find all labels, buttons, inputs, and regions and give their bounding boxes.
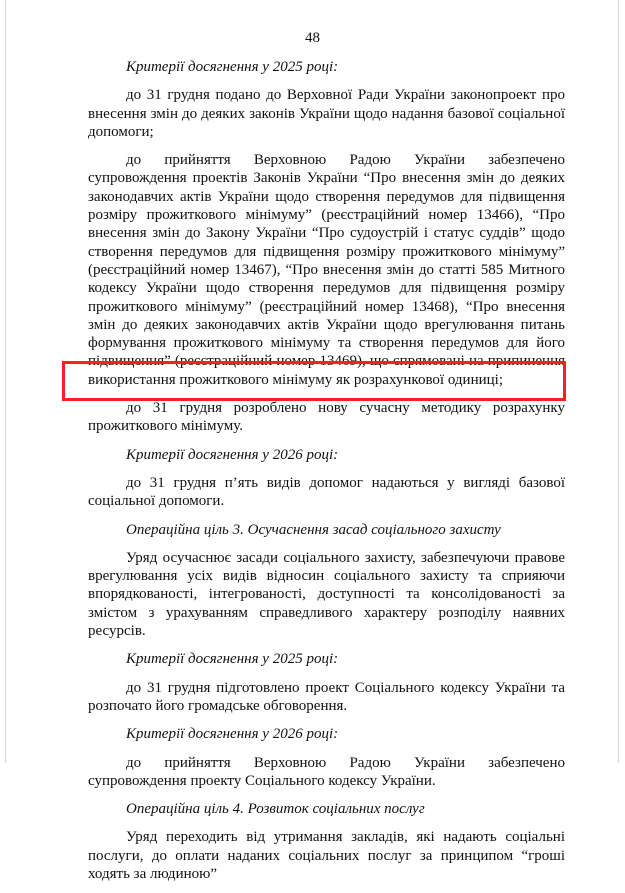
highlight-box bbox=[62, 361, 566, 401]
highlighted-paragraph: до 31 грудня розроблено нову сучасну методику розрахунку прожиткового мінімуму. bbox=[88, 400, 565, 435]
section-heading: Операційна ціль 3. Осучаснення засад соціального захисту bbox=[126, 521, 501, 538]
section-heading: Операційна ціль 4. Розвиток соціальних послуг bbox=[126, 801, 425, 818]
paragraph: до прийняття Верховною Радою України забезпечено супровождення проекту Соціального кодексу України. bbox=[88, 754, 565, 789]
paragraph: Уряд переходить від утримання закладів, які надають соціальні послуги, до оплати наданих соціальних послуг за принципом “гроші ходять за людиною” bbox=[88, 829, 565, 882]
page-edge-left bbox=[5, 0, 6, 763]
paragraph: до прийняття Верховною Радою України забезпечено супровождення проектів Законів України “Про внесення змін до деяких законодавчих актів України щодо створення передумов для підвищення розміру прожиткового мінімуму” (реєстраційний номер 13466), “Про внесення змін до Закону України “Про судоустрій і статус суддів” щодо створення передумов для підвищення розміру прожиткового мінімуму” (реєстраційний номер 13467), “Про внесення змін до статті 585 Митного кодексу України щодо створення передумов для підвищення розміру прожиткового мінімуму” (реєстраційний номер 13468), “Про внесення змін до деяких законодавчих актів України щодо врегулювання питань формування прожиткового мінімуму та створення передумов для його підвищення” (реєстраційний номер 13469), що спрямовані на припинення використання прожиткового мінімуму як розрахункової одиниці; bbox=[88, 152, 565, 388]
paragraph: до 31 грудня підготовлено проект Соціального кодексу України та розпочато його громадське обговорення. bbox=[88, 679, 565, 714]
section-heading: Критерії досягнення у 2025 році: bbox=[126, 651, 339, 668]
document-body bbox=[88, 58, 565, 893]
section-heading: Критерії досягнення у 2026 році: bbox=[126, 726, 339, 743]
section-heading: Критерії досягнення у 2025 році: bbox=[126, 59, 339, 75]
page-edge-right bbox=[618, 0, 619, 763]
page-number: 48 bbox=[305, 30, 320, 46]
paragraph: до 31 грудня п’ять видів допомог надаються у вигляді базової соціальної допомоги. bbox=[88, 474, 565, 510]
paragraph: до 31 грудня подано до Верховної Ради України законопроект про внесення змін до деяких законів України щодо надання базової соціальної допомоги; bbox=[88, 87, 565, 140]
paragraph: Уряд осучаснює засади соціального захисту, забезпечуючи правове врегулювання усіх видів відносин соціального захисту та сприяючи впорядкованості, інтегрованості, доступності та консолідованості за змістом з урахуванням справедливого характеру розподілу наявних ресурсів. bbox=[88, 549, 565, 640]
section-heading: Критерії досягнення у 2026 році: bbox=[126, 446, 339, 463]
